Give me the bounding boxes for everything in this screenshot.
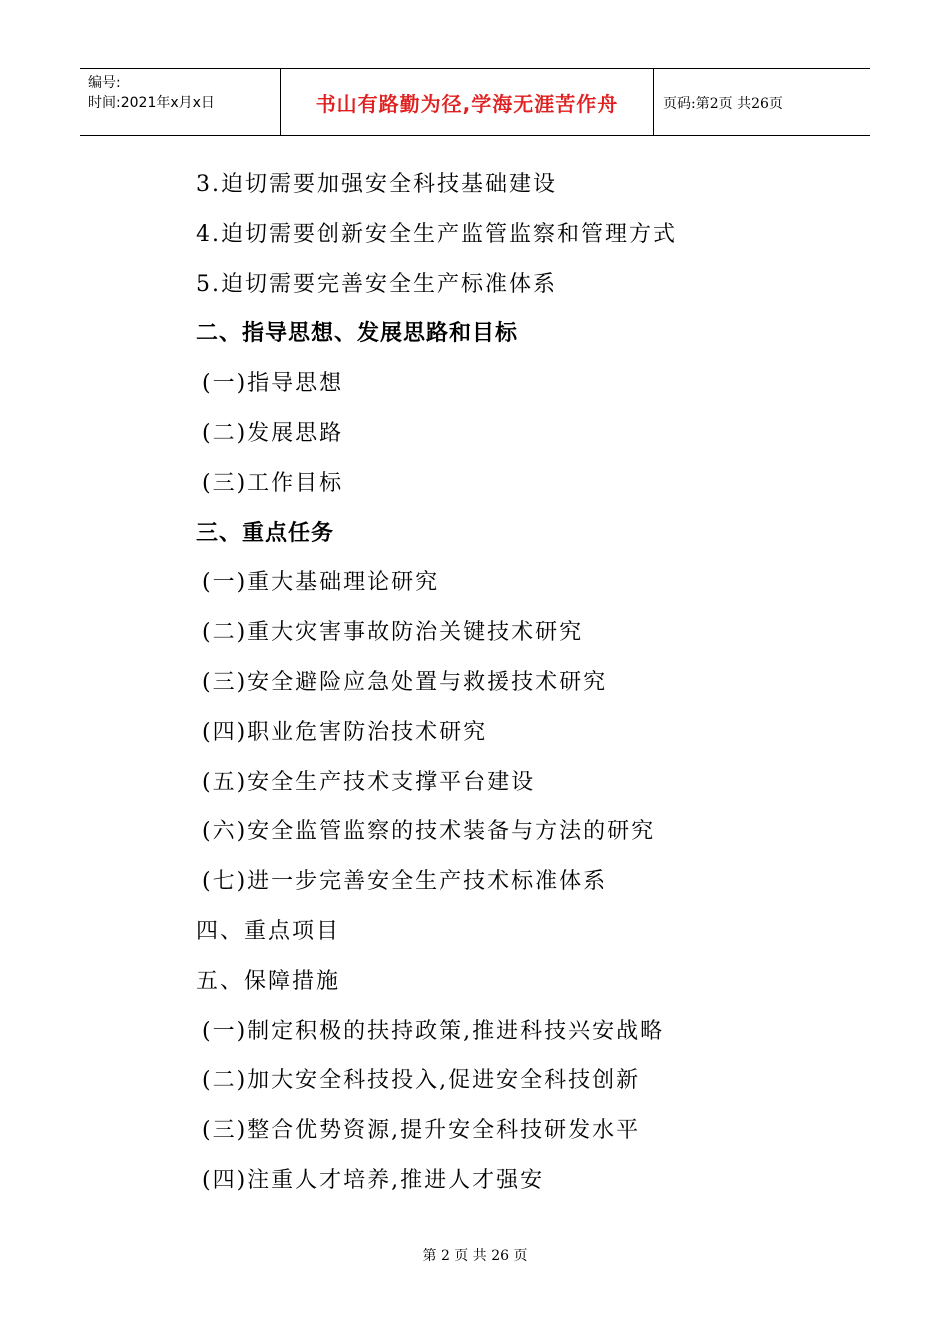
header-meta <box>88 73 278 113</box>
toc-subitem: (三)整合优势资源,提升安全科技研发水平 <box>202 1118 641 1144</box>
toc-subitem: (一)重大基础理论研究 <box>202 570 440 596</box>
header-slogan: 书山有路勤为径,学海无涯苦作舟 <box>315 92 619 116</box>
header-divider-right <box>653 69 654 136</box>
toc-heading: 三、重点任务 <box>196 520 335 546</box>
toc-subitem: (四)注重人才培养,推进人才强安 <box>202 1167 545 1193</box>
toc-subitem: (七)进一步完善安全生产技术标准体系 <box>202 869 608 895</box>
header-page-info: 页码:第2页 共26页 <box>663 95 783 112</box>
toc-subitem: (一)制定积极的扶持政策,推进科技兴安战略 <box>202 1018 665 1044</box>
toc-subitem: (三)安全避险应急处置与救援技术研究 <box>202 669 608 695</box>
toc-subitem: (六)安全监管监察的技术装备与方法的研究 <box>202 819 656 845</box>
toc-heading: 五、保障措施 <box>196 968 341 994</box>
toc-subitem: (一)指导思想 <box>202 371 344 397</box>
page-footer: 第 2 页 共 26 页 <box>422 1248 528 1264</box>
table-of-contents <box>196 160 836 1206</box>
toc-line: 4.迫切需要创新安全生产监管监察和管理方式 <box>196 221 677 247</box>
toc-line: 3.迫切需要加强安全科技基础建设 <box>196 172 557 197</box>
toc-subitem: (五)安全生产技术支撑平台建设 <box>202 769 536 795</box>
toc-heading: 四、重点项目 <box>196 918 341 944</box>
toc-line: 5.迫切需要完善安全生产标准体系 <box>196 271 557 297</box>
toc-heading: 二、指导思想、发展思路和目标 <box>196 321 519 347</box>
header-number-label: 编号: <box>88 75 121 91</box>
toc-subitem: (四)职业危害防治技术研究 <box>202 719 488 745</box>
toc-subitem: (三)工作目标 <box>202 470 344 496</box>
page-header <box>80 68 870 136</box>
toc-subitem: (二)重大灾害事故防治关键技术研究 <box>202 620 584 646</box>
header-time-label: 时间:2021年x月x日 <box>88 95 215 111</box>
toc-subitem: (二)加大安全科技投入,促进安全科技创新 <box>202 1068 641 1094</box>
toc-subitem: (二)发展思路 <box>202 420 344 446</box>
